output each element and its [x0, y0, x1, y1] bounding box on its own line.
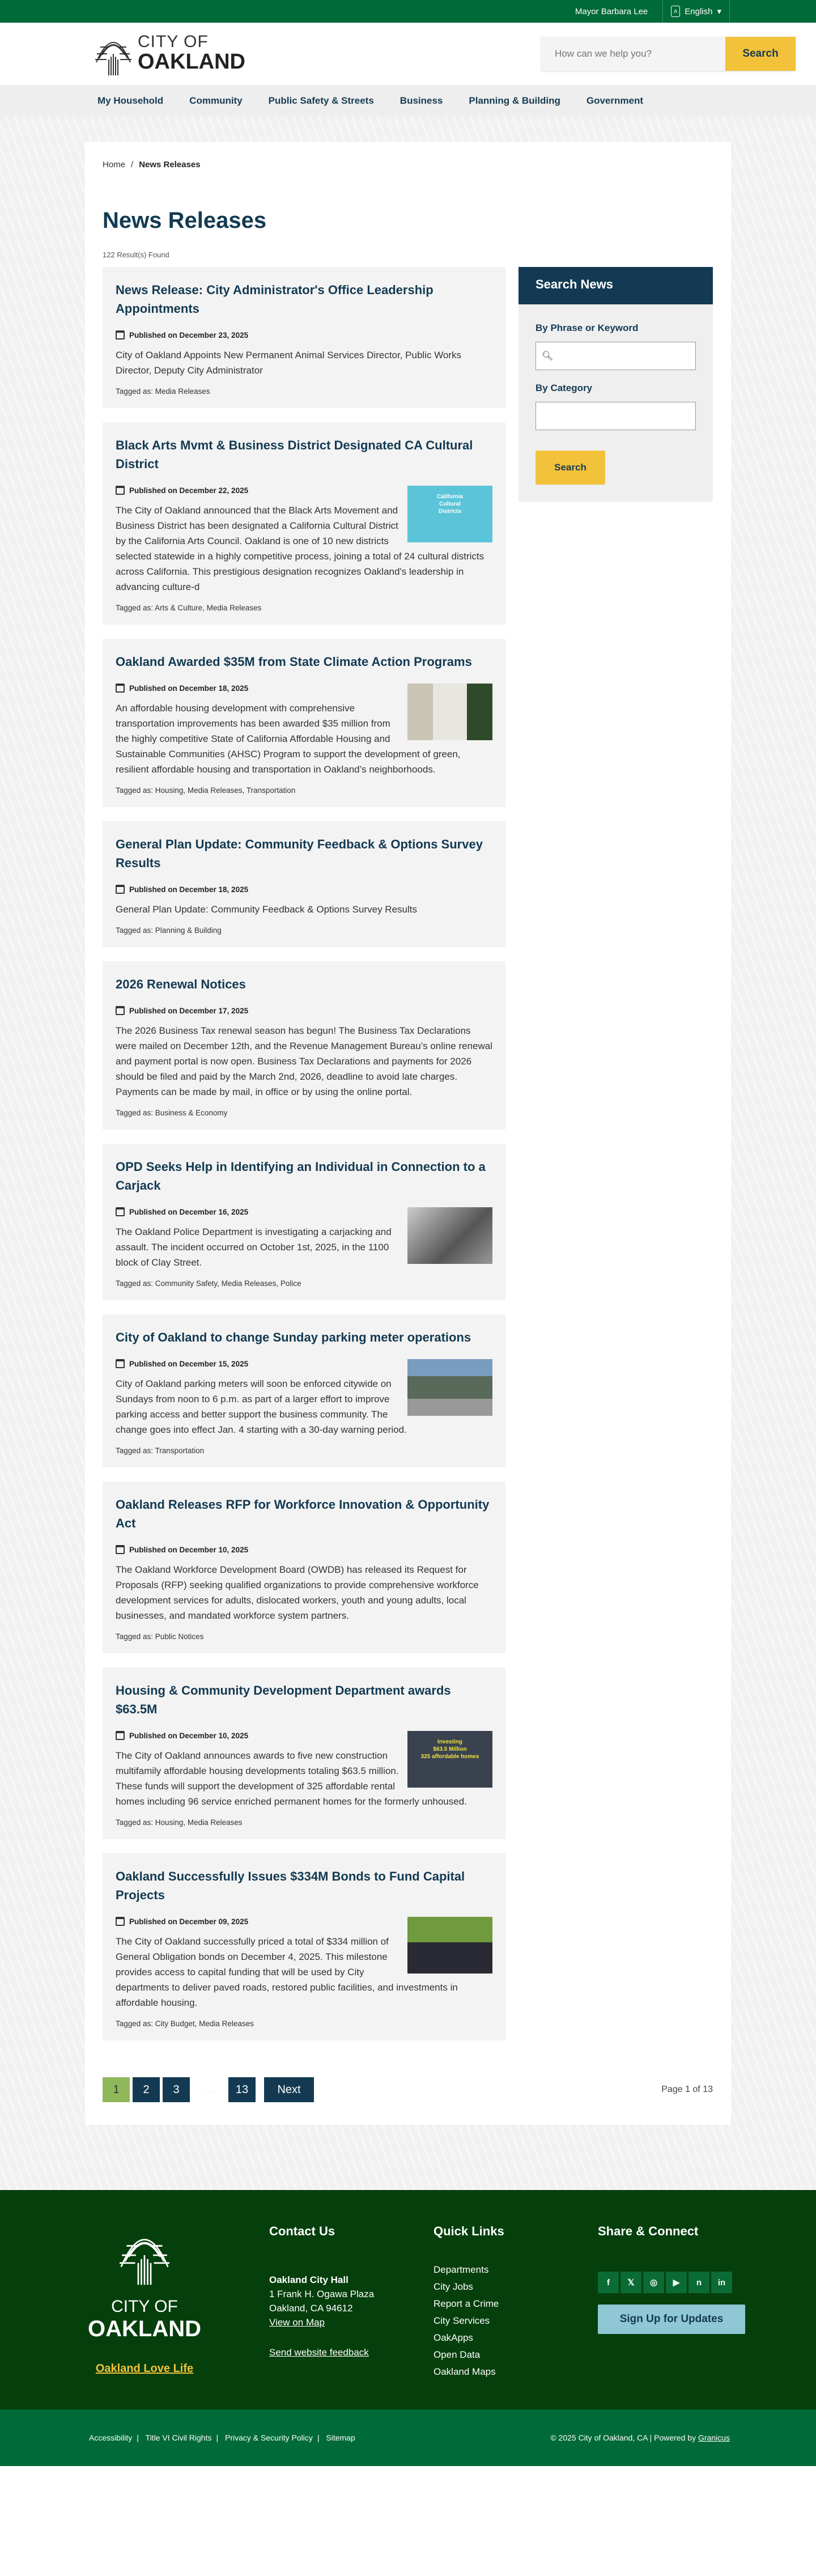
footer-bottom: Accessibility | Title VI Civil Rights | Privacy & Security Policy | Sitemap © 2025 City of Oakland, CA | Powered by Granicus	[0, 2409, 816, 2466]
thumbnail-text: California	[436, 494, 464, 500]
news-thumbnail[interactable]	[407, 486, 492, 542]
share-heading: Share & Connect	[598, 2224, 699, 2238]
breadcrumb	[103, 160, 713, 169]
logo-line2: OAKLAND	[138, 50, 245, 74]
calendar-icon	[116, 1359, 125, 1368]
page-title: News Releases	[103, 208, 267, 233]
site-search	[541, 37, 796, 71]
quick-link[interactable]: Report a Crime	[434, 2298, 499, 2309]
linkedin-icon[interactable]: in	[711, 2272, 732, 2293]
news-thumbnail[interactable]	[407, 1207, 492, 1264]
news-title-link[interactable]: Oakland Releases RFP for Workforce Innovation & Opportunity Act	[116, 1497, 490, 1530]
publish-date: Published on December 23, 2025	[129, 330, 249, 339]
sitemap-link[interactable]: Sitemap	[326, 2433, 355, 2442]
caret-down-icon: ▾	[717, 7, 721, 16]
quick-link[interactable]: Departments	[434, 2264, 489, 2275]
copyright: © 2025 City of Oakland, CA | Powered by	[550, 2433, 698, 2442]
oak-tree-logo-icon	[94, 31, 133, 77]
news-tags: Tagged as: Community Safety, Media Releases, Police	[116, 1279, 301, 1288]
news-title-link[interactable]: OPD Seeks Help in Identifying an Individual in Connection to a Carjack	[116, 1160, 486, 1192]
nav-community[interactable]: Community	[189, 95, 243, 106]
x-icon[interactable]: 𝕏	[620, 2272, 641, 2293]
news-summary: City of Oakland Appoints New Permanent Animal Services Director, Public Works Director, Deputy City Administrator	[116, 350, 462, 376]
category-label: By Category	[536, 383, 593, 393]
instagram-icon[interactable]: ◎	[643, 2272, 664, 2293]
news-thumbnail[interactable]	[407, 1359, 492, 1416]
next-page-button[interactable]: Next	[264, 2077, 314, 2102]
thumbnail-text: Districts	[438, 508, 461, 515]
publish-date: Published on December 16, 2025	[129, 1207, 249, 1216]
news-title-link[interactable]: City of Oakland to change Sunday parking meter operations	[116, 1330, 471, 1344]
site-header	[0, 23, 816, 85]
publish-date: Published on December 10, 2025	[129, 1545, 249, 1554]
mayor-link[interactable]: Mayor Barbara Lee	[575, 6, 648, 16]
news-card	[103, 1314, 505, 1467]
publish-date: Published on December 09, 2025	[129, 1917, 249, 1926]
main-nav	[0, 85, 816, 116]
news-summary: The City of Oakland successfully priced a total of $334 million of General Obligation bonds on December 4, 2025. This milestone provides access to capital funding that will be used by City departments to deliver paved roads, restored public facilities, and investments in affordable housing.	[116, 1936, 458, 2008]
news-thumbnail[interactable]	[407, 1917, 492, 1974]
news-tags: Tagged as: Public Notices	[116, 1632, 204, 1641]
calendar-icon	[116, 1917, 125, 1926]
news-summary: An affordable housing development with comprehensive transportation improvements has been awarded $35 million from the highly competitive State of California Affordable Housing and Sustainable Communities (AHSC) Program to support the development of green, resilient affordable housing and transportation in Oakland’s neighborhoods.	[116, 703, 461, 775]
news-card	[103, 821, 505, 947]
news-card	[103, 1482, 505, 1653]
granicus-link[interactable]: Granicus	[698, 2433, 730, 2442]
news-title-link[interactable]: Oakland Successfully Issues $334M Bonds to Fund Capital Projects	[116, 1869, 465, 1902]
publish-date: Published on December 18, 2025	[129, 885, 249, 894]
news-card	[103, 1667, 505, 1839]
news-tags: Tagged as: Arts & Culture, Media Releases	[116, 604, 262, 612]
quick-link[interactable]: Oakland Maps	[434, 2366, 496, 2377]
publish-date: Published on December 15, 2025	[129, 1359, 249, 1368]
translate-icon: A	[671, 6, 680, 17]
news-tags: Tagged as: City Budget, Media Releases	[116, 2019, 254, 2028]
page-info: Page 1 of 13	[661, 2085, 713, 2094]
calendar-icon	[116, 885, 125, 894]
news-summary: The 2026 Business Tax renewal season has begun! The Business Tax Declarations were mailed on December 12th, and the Revenue Management Bureau’s online renewal and payment portal is now open. Business Tax Declarations and payments for 2026 should be filed and paid by the March 2nd, 2026, deadline to avoid late charges. Payments can be made by mail, in office or by using the online portal.	[116, 1025, 492, 1097]
news-tags: Tagged as: Media Releases	[116, 387, 210, 396]
nav-public-safety[interactable]: Public Safety & Streets	[268, 95, 374, 106]
calendar-icon	[116, 1006, 125, 1015]
keyword-label: By Phrase or Keyword	[536, 322, 639, 333]
news-thumbnail[interactable]	[407, 684, 492, 740]
news-card	[103, 1853, 505, 2040]
nav-government[interactable]: Government	[586, 95, 644, 106]
sign-up-updates-button[interactable]: Sign Up for Updates	[598, 2305, 745, 2334]
privacy-link[interactable]: Privacy & Security Policy	[225, 2433, 313, 2442]
keyword-input[interactable]	[536, 342, 696, 370]
calendar-icon	[116, 486, 125, 495]
view-on-map-link[interactable]: View on Map	[269, 2317, 325, 2328]
thumbnail-text: Cultural	[439, 501, 461, 507]
news-card	[103, 961, 505, 1130]
address-line1: 1 Frank H. Ogawa Plaza	[269, 2289, 375, 2299]
news-thumbnail[interactable]	[407, 1731, 492, 1788]
accessibility-link[interactable]: Accessibility	[89, 2433, 133, 2442]
city-hall-name: Oakland City Hall	[269, 2274, 348, 2285]
news-tags: Tagged as: Planning & Building	[116, 926, 222, 935]
site-footer	[0, 2190, 816, 2409]
page-3-button[interactable]: 3	[163, 2077, 190, 2102]
pagination	[103, 2077, 713, 2102]
breadcrumb-home[interactable]: Home	[103, 160, 126, 169]
publish-date: Published on December 17, 2025	[129, 1006, 249, 1015]
publish-date: Published on December 18, 2025	[129, 684, 249, 693]
nav-planning[interactable]: Planning & Building	[469, 95, 560, 106]
news-title-link[interactable]: 2026 Renewal Notices	[116, 977, 246, 991]
news-summary: The City of Oakland announced that the Black Arts Movement and Business District has been designated a California Cultural District by the California Arts Council. Oakland is one of 10 new districts selected statewide in a highly competitive process, joining a total of 24 cultural districts across California. This prestigious designation recognizes Oakland's leadership in advancing culture-d	[116, 505, 484, 592]
youtube-icon[interactable]: ▶	[666, 2272, 687, 2293]
page-1-button[interactable]: 1	[103, 2077, 130, 2102]
news-summary: The Oakland Workforce Development Board (OWDB) has released its Request for Proposals (RFP) seeking qualified organizations to provide comprehensive workforce development services for adults, dislocated workers, youth and young adults, local businesses, and mandated workforce system partners.	[116, 1564, 479, 1621]
quick-links-heading: Quick Links	[434, 2224, 504, 2238]
news-card	[103, 1144, 505, 1300]
news-tags: Tagged as: Transportation	[116, 1446, 205, 1455]
search-news-panel	[518, 267, 713, 502]
page-2-button[interactable]: 2	[133, 2077, 160, 2102]
contact-heading: Contact Us	[269, 2224, 335, 2238]
news-title-link[interactable]: Black Arts Mvmt & Business District Designated CA Cultural District	[116, 438, 473, 471]
quick-link[interactable]: OakApps	[434, 2332, 473, 2343]
breadcrumb-separator: /	[131, 160, 134, 169]
nav-my-household[interactable]: My Household	[97, 95, 164, 106]
calendar-icon	[116, 1731, 125, 1740]
footer-logo-line1: CITY OF	[111, 2297, 178, 2316]
news-tags: Tagged as: Business & Economy	[116, 1109, 228, 1117]
news-card	[103, 639, 505, 807]
language-label: English	[685, 6, 713, 16]
result-count: 122 Result(s) Found	[103, 251, 169, 259]
news-card	[103, 422, 505, 625]
breadcrumb-current: News Releases	[139, 160, 201, 169]
calendar-icon	[116, 1545, 125, 1554]
category-input[interactable]	[536, 402, 696, 430]
site-logo[interactable]	[94, 31, 245, 77]
calendar-icon	[116, 1207, 125, 1216]
search-news-button[interactable]: Search	[536, 451, 605, 485]
news-title-link[interactable]: Oakland Awarded $35M from State Climate Action Programs	[116, 655, 472, 669]
quick-link[interactable]: City Jobs	[434, 2281, 473, 2292]
news-card	[103, 267, 505, 408]
quick-link[interactable]: City Services	[434, 2315, 490, 2326]
quick-link[interactable]: Open Data	[434, 2349, 481, 2360]
thumbnail-text: $63.5 Million	[433, 1746, 467, 1752]
feedback-link[interactable]: Send website feedback	[269, 2347, 369, 2358]
pagination-ellipsis: …	[203, 2083, 215, 2096]
search-icon: 🔍︎	[542, 351, 554, 361]
news-title-link[interactable]: General Plan Update: Community Feedback & Options Survey Results	[116, 837, 483, 870]
address-line2: Oakland, CA 94612	[269, 2303, 353, 2314]
oak-tree-logo-icon	[108, 2224, 181, 2286]
news-summary: The City of Oakland announces awards to five new construction multifamily affordable housing developments totaling $63.5 million. These funds will support the development of 325 affordable rental homes including 96 service enriched permanent homes for the formerly unhoused.	[116, 1750, 467, 1807]
facebook-icon[interactable]: f	[598, 2272, 619, 2293]
search-news-title: Search News	[518, 267, 713, 304]
page-13-button[interactable]: 13	[228, 2077, 256, 2102]
news-tags: Tagged as: Housing, Media Releases	[116, 1818, 243, 1827]
nav-business[interactable]: Business	[400, 95, 443, 106]
title-vi-link[interactable]: Title VI Civil Rights	[145, 2433, 212, 2442]
thumbnail-text: 325 affordable homes	[420, 1754, 479, 1760]
content-container	[85, 142, 731, 2125]
calendar-icon	[116, 330, 125, 339]
utility-bar	[0, 0, 816, 23]
site-search-input[interactable]	[541, 37, 725, 71]
publish-date: Published on December 22, 2025	[129, 486, 249, 495]
news-summary: General Plan Update: Community Feedback & Options Survey Results	[116, 904, 417, 915]
thumbnail-text: Investing	[437, 1739, 462, 1745]
news-title-link[interactable]: Housing & Community Development Department awards $63.5M	[116, 1683, 451, 1716]
publish-date: Published on December 10, 2025	[129, 1731, 249, 1740]
news-summary: City of Oakland parking meters will soon be enforced citywide on Sundays from noon to 6 p.m. as part of a larger effort to improve parking access and better support the business community. The change goes into effect Jan. 4 starting with a 30-day warning period.	[116, 1378, 407, 1435]
language-selector[interactable]	[662, 0, 730, 23]
site-search-button[interactable]: Search	[725, 37, 796, 71]
news-title-link[interactable]: News Release: City Administrator's Office Leadership Appointments	[116, 283, 434, 316]
oakland-love-life-link[interactable]: Oakland Love Life	[95, 2362, 194, 2375]
logo-line1: CITY OF	[138, 32, 209, 52]
footer-logo-line2: OAKLAND	[88, 2316, 201, 2341]
news-summary: The Oakland Police Department is investigating a carjacking and assault. The incident occurred on October 1st, 2025, in the 1100 block of Clay Street.	[116, 1227, 392, 1268]
news-list	[103, 267, 505, 2055]
calendar-icon	[116, 684, 125, 693]
news-tags: Tagged as: Housing, Media Releases, Transportation	[116, 786, 296, 795]
nextdoor-icon[interactable]: n	[688, 2272, 709, 2293]
